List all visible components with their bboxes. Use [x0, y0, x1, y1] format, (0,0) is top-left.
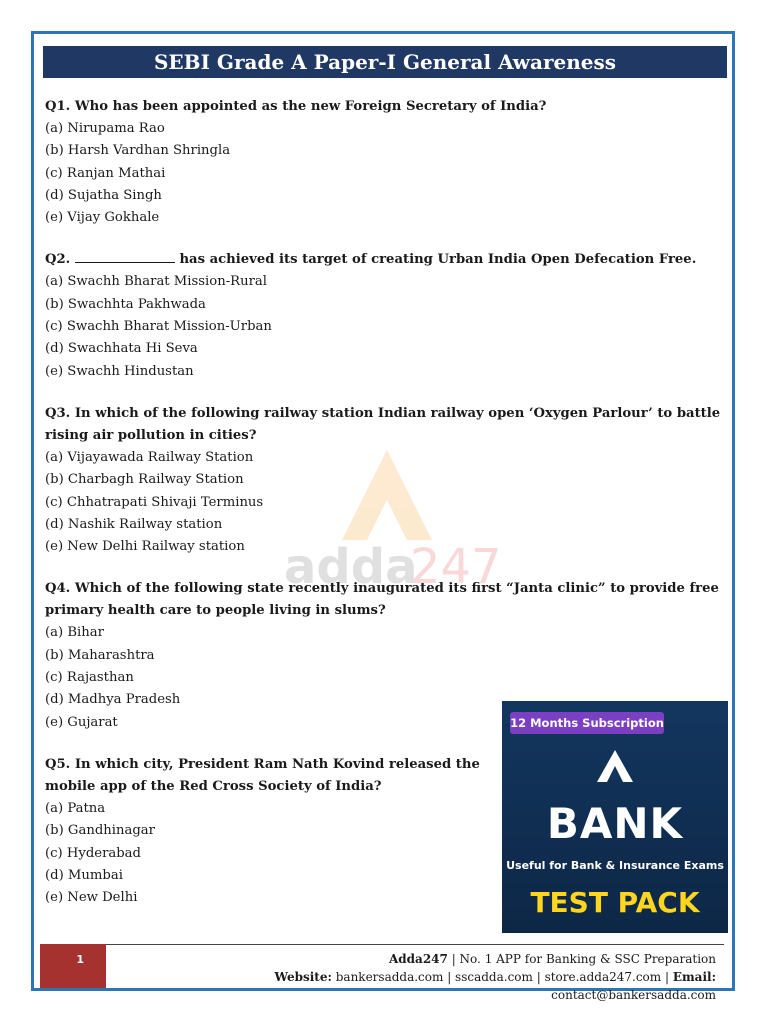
bank-test-pack-ad[interactable]: [502, 701, 728, 933]
question-text: Q5. In which city, President Ram Nath Kovind released the mobile app of the Red Cross Society of India?: [45, 756, 480, 794]
watermark-text-main: adda: [284, 539, 418, 595]
question-body: has achieved its target of creating Urban India Open Defecation Free.: [179, 252, 697, 268]
option-c: (c) Hyderabad: [45, 845, 141, 861]
question-1: [45, 96, 727, 229]
footer-line-2: [110, 968, 716, 1004]
footer-line-1: [110, 950, 716, 968]
question-text: Q3. In which of the following railway station Indian railway open ‘Oxygen Parlour’ to battle rising air pollution in cities?: [45, 405, 721, 443]
ad-title: BANK: [546, 799, 684, 848]
website-label: Website:: [274, 970, 332, 984]
question-text: Q4. Which of the following state recently inaugurated its first “Janta clinic” to provide free primary health care to people living in slums?: [45, 581, 719, 619]
option-d: (d) Nashik Railway station: [45, 516, 223, 532]
page-number: 1: [40, 944, 106, 988]
option-b: (b) Charbagh Railway Station: [45, 472, 244, 488]
footer-divider: [40, 944, 724, 945]
fill-blank: [75, 250, 175, 263]
footer-brand-suffix: | No. 1 APP for Banking & SSC Preparation: [447, 952, 716, 966]
question-3: [45, 403, 727, 558]
option-a: (a) Nirupama Rao: [45, 121, 165, 136]
email-link[interactable]: contact@bankersadda.com: [551, 988, 716, 1002]
option-a: (a) Vijayawada Railway Station: [45, 449, 254, 465]
subscription-badge: 12 Months Subscription: [510, 712, 664, 734]
option-e: (e) Gujarat: [45, 714, 118, 730]
option-c: (c) Chhatrapati Shivaji Terminus: [45, 494, 264, 510]
option-b: (b) Gandhinagar: [45, 823, 155, 839]
question-5: [45, 754, 495, 909]
ad-tagline: Useful for Bank & Insurance Exams: [506, 859, 724, 872]
footer: [110, 950, 716, 1004]
watermark-text-num: 247: [410, 539, 502, 595]
option-e: (e) New Delhi Railway station: [45, 539, 245, 555]
option-e: (e) Vijay Gokhale: [45, 210, 160, 226]
option-b: (b) Maharashtra: [45, 647, 155, 663]
option-d: (d) Swachhata Hi Seva: [45, 341, 198, 357]
option-d: (d) Mumbai: [45, 867, 123, 883]
option-c: (c) Ranjan Mathai: [45, 165, 166, 181]
option-b: (b) Swachhta Pakhwada: [45, 296, 206, 312]
adda-logo-icon: [596, 749, 634, 783]
option-a: (a) Swachh Bharat Mission-Rural: [45, 274, 267, 290]
option-e: (e) Swachh Hindustan: [45, 363, 194, 379]
question-2: [45, 249, 727, 382]
website-links[interactable]: bankersadda.com | sscadda.com | store.adda247.com |: [331, 970, 673, 984]
option-d: (d) Madhya Pradesh: [45, 692, 181, 708]
option-c: (c) Rajasthan: [45, 670, 134, 686]
option-c: (c) Swachh Bharat Mission-Urban: [45, 319, 272, 335]
question-text: Q1. Who has been appointed as the new Foreign Secretary of India?: [45, 99, 547, 114]
page-title: SEBI Grade A Paper-I General Awareness: [43, 46, 727, 78]
option-a: (a) Bihar: [45, 625, 104, 641]
option-d: (d) Sujatha Singh: [45, 187, 162, 203]
option-a: (a) Patna: [45, 800, 106, 816]
email-label: Email:: [672, 970, 716, 984]
question-text: [45, 249, 727, 271]
ad-pack: TEST PACK: [530, 886, 700, 919]
option-e: (e) New Delhi: [45, 890, 138, 906]
option-b: (b) Harsh Vardhan Shringla: [45, 143, 231, 159]
question-prefix: Q2.: [45, 252, 71, 268]
footer-brand: Adda247: [388, 952, 448, 966]
